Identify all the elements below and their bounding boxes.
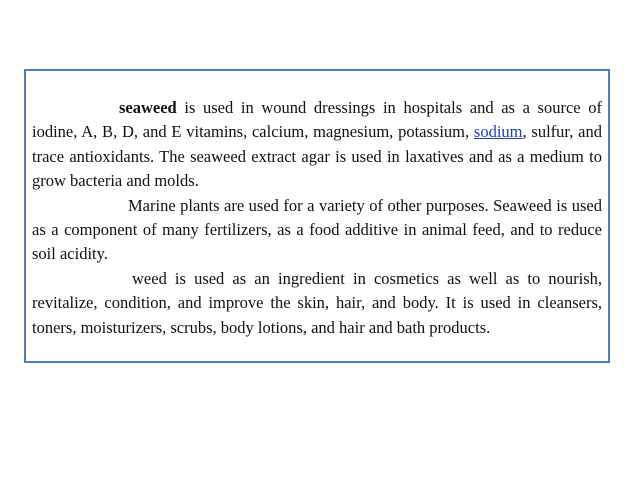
lead-word: seaweed xyxy=(119,98,177,117)
paragraph-1-text-b: , sulfur, and trace antioxidants. The seaweed extract agar is used in laxatives and as a medium to grow bacteria and molds. xyxy=(32,122,602,191)
paragraph-1-text-a: is used in wound dressings in hospitals and as a source of iodine, A, B, D, and E vitamins, calcium, magnesium, potassium, xyxy=(32,98,602,142)
sodium-link[interactable]: sodium xyxy=(473,122,523,142)
paragraph-marine-plants: Marine plants are used for a variety of other purposes. Seaweed is used as a component of many fertilizers, as a food additive in animal feed, and to reduce soil acidity. xyxy=(32,195,602,264)
text-box xyxy=(24,69,610,363)
paragraph-seaweed-uses xyxy=(32,96,602,194)
paragraph-cosmetics: weed is used as an ingredient in cosmetics as well as to nourish, revitalize, condition, and improve the skin, hair, and body. It is used in cleansers, toners, moisturizers, scrubs, body lotions, and hair and bath products. xyxy=(32,268,602,337)
